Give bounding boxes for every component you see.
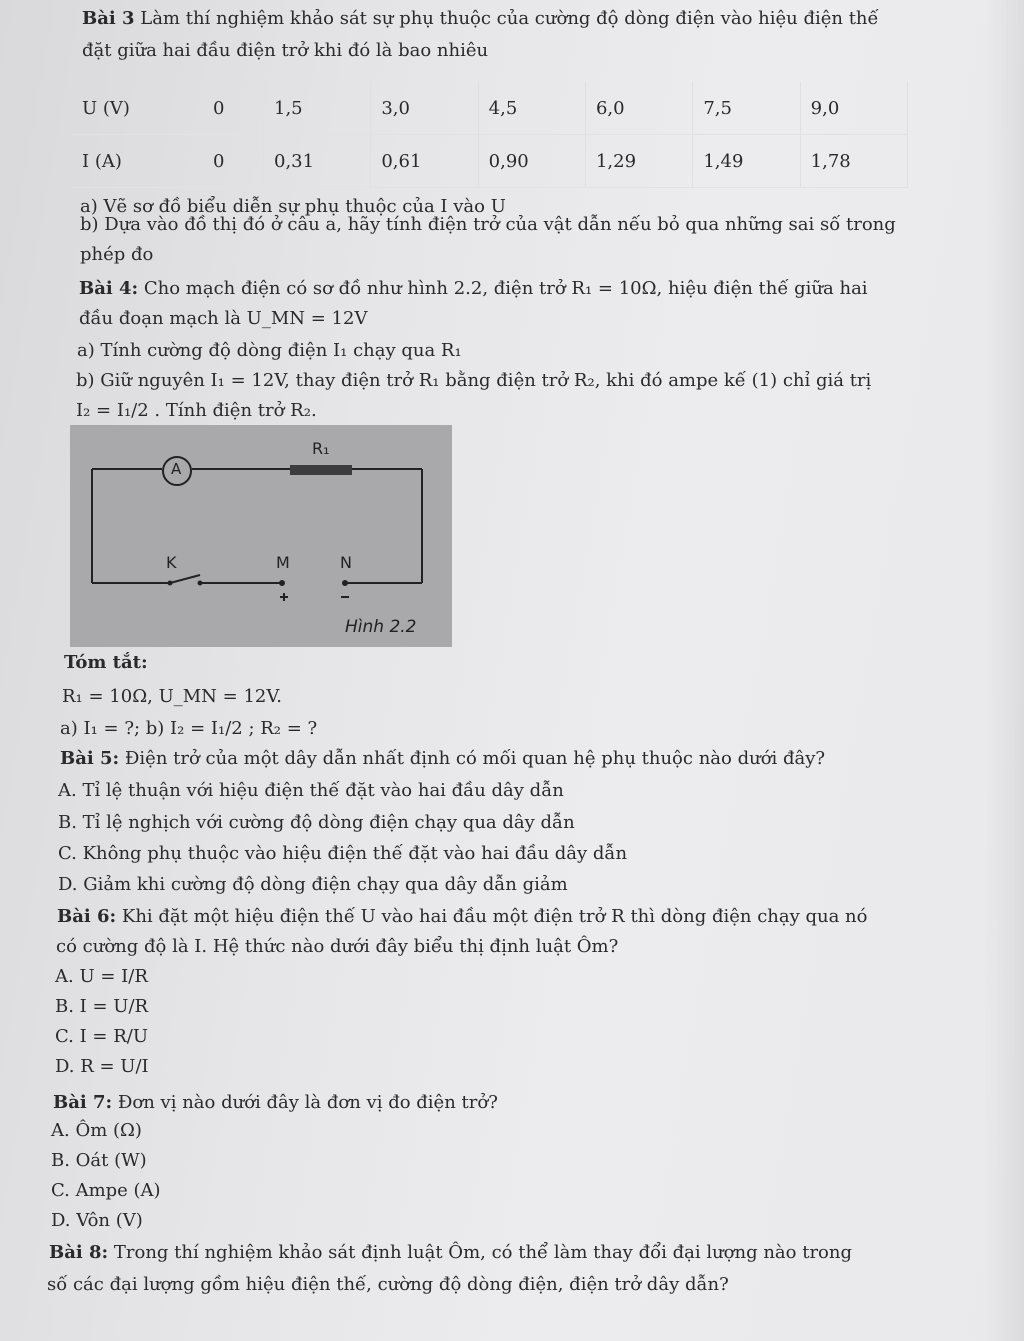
circuit-figure xyxy=(70,425,452,647)
table-cell: 3,0 xyxy=(371,82,478,135)
bai8-line2: số các đại lượng gồm hiệu điện thế, cường độ dòng điện, điện trở dây dẫn? xyxy=(47,1274,729,1295)
bai4-text: Cho mạch điện có sơ đồ như hình 2.2, điện trở R₁ = 10Ω, hiệu điện thế giữa hai xyxy=(138,278,868,299)
measurement-table xyxy=(72,82,908,188)
bai5-text: Điện trở của một dây dẫn nhất định có mối quan hệ phụ thuộc nào dưới đây? xyxy=(119,748,826,769)
bai6-line1 xyxy=(57,906,868,928)
page-shadow xyxy=(984,0,1024,1341)
table-cell: 1,49 xyxy=(693,135,800,188)
bai5-option-c: C. Không phụ thuộc vào hiệu điện thế đặt vào hai đầu dây dẫn xyxy=(58,843,628,864)
table-cell: 0,61 xyxy=(371,135,478,188)
bai3-title: Bài 3 xyxy=(82,8,135,29)
bai4-part-b-line2: I₂ = I₁/2 . Tính điện trở R₂. xyxy=(76,400,317,421)
table-row-u xyxy=(72,82,908,135)
table-cell: 0 xyxy=(203,82,264,135)
table-cell: 0,90 xyxy=(478,135,585,188)
table-cell: 1,29 xyxy=(585,135,692,188)
bai6-line2: có cường độ là I. Hệ thức nào dưới đây biểu thị định luật Ôm? xyxy=(56,936,619,957)
circuit-diagram xyxy=(70,425,452,647)
bai3-line1 xyxy=(82,8,879,30)
table-cell: 1,5 xyxy=(264,82,371,135)
summary-title: Tóm tắt: xyxy=(64,652,148,673)
table-cell: 6,0 xyxy=(585,82,692,135)
bai7-option-a: A. Ôm (Ω) xyxy=(51,1120,142,1141)
bai3-text: Làm thí nghiệm khảo sát sự phụ thuộc của cường độ dòng điện vào hiệu điện thế xyxy=(134,8,879,29)
table-cell: 0 xyxy=(203,135,264,188)
terminal-n-label: N xyxy=(340,553,352,572)
table-cell: 9,0 xyxy=(800,82,907,135)
bai8-text: Trong thí nghiệm khảo sát định luật Ôm, có thể làm thay đổi đại lượng nào trong xyxy=(108,1242,853,1263)
switch-label: K xyxy=(166,553,177,572)
bai5-option-b: B. Tỉ lệ nghịch với cường độ dòng điện chạy qua dây dẫn xyxy=(58,812,575,833)
bai5-option-d: D. Giảm khi cường độ dòng điện chạy qua dây dẫn giảm xyxy=(58,874,568,895)
bai4-part-a: a) Tính cường độ dòng điện I₁ chạy qua R₁ xyxy=(77,340,462,361)
resistor-label: R₁ xyxy=(312,439,330,458)
bai8-title: Bài 8: xyxy=(49,1242,109,1263)
bai6-title: Bài 6: xyxy=(57,906,117,927)
table-cell: 4,5 xyxy=(478,82,585,135)
bai4-title: Bài 4: xyxy=(79,278,139,299)
bai6-option-b: B. I = U/R xyxy=(55,996,149,1017)
summary-line2: a) I₁ = ?; b) I₂ = I₁/2 ; R₂ = ? xyxy=(60,718,318,739)
table-header-u: U (V) xyxy=(72,82,203,135)
table-cell: 0,31 xyxy=(264,135,371,188)
table-header-i: I (A) xyxy=(72,135,203,188)
bai7-text: Đơn vị nào dưới đây là đơn vị đo điện trở? xyxy=(112,1092,498,1113)
bai4-line2: đầu đoạn mạch là U_MN = 12V xyxy=(79,308,368,329)
bai3-part-a: a) Vẽ sơ đồ biểu diễn sự phụ thuộc của I vào U xyxy=(80,196,506,217)
bai5-title: Bài 5: xyxy=(60,748,120,769)
bai8-line1 xyxy=(49,1242,852,1264)
terminal-m-label: M xyxy=(276,553,290,572)
bai7-option-d: D. Vôn (V) xyxy=(51,1210,143,1231)
bai7-title: Bài 7: xyxy=(53,1092,113,1113)
bai3-line2: đặt giữa hai đầu điện trở khi đó là bao nhiêu xyxy=(82,40,489,61)
bai3-part-b-line1: b) Dựa vào đồ thị đó ở câu a, hãy tính điện trở của vật dẫn nếu bỏ qua những sai số trong xyxy=(80,214,896,235)
bai7-option-c: C. Ampe (A) xyxy=(51,1180,161,1201)
bai5-option-a: A. Tỉ lệ thuận với hiệu điện thế đặt vào hai đầu dây dẫn xyxy=(58,780,564,801)
bai4-line1 xyxy=(79,278,868,300)
resistor-r1 xyxy=(290,465,352,475)
bai6-text: Khi đặt một hiệu điện thế U vào hai đầu một điện trở R thì dòng điện chạy qua nó xyxy=(116,906,868,927)
bai7-question xyxy=(53,1092,498,1114)
bai7-option-b: B. Oát (W) xyxy=(51,1150,147,1171)
summary-line1: R₁ = 10Ω, U_MN = 12V. xyxy=(62,686,282,707)
bai5-question xyxy=(60,748,825,770)
figure-caption: Hình 2.2 xyxy=(345,617,417,637)
table-cell: 7,5 xyxy=(693,82,800,135)
bai3-part-b-line2: phép đo xyxy=(80,244,154,265)
bai6-option-c: C. I = R/U xyxy=(55,1026,148,1047)
table-cell: 1,78 xyxy=(800,135,907,188)
ammeter-icon: A xyxy=(171,460,182,478)
bai4-part-b-line1: b) Giữ nguyên I₁ = 12V, thay điện trở R₁ bằng điện trở R₂, khi đó ampe kế (1) chỉ giá trị xyxy=(76,370,872,391)
bai6-option-d: D. R = U/I xyxy=(55,1056,149,1077)
table-row-i xyxy=(72,135,908,188)
bai6-option-a: A. U = I/R xyxy=(55,966,148,987)
